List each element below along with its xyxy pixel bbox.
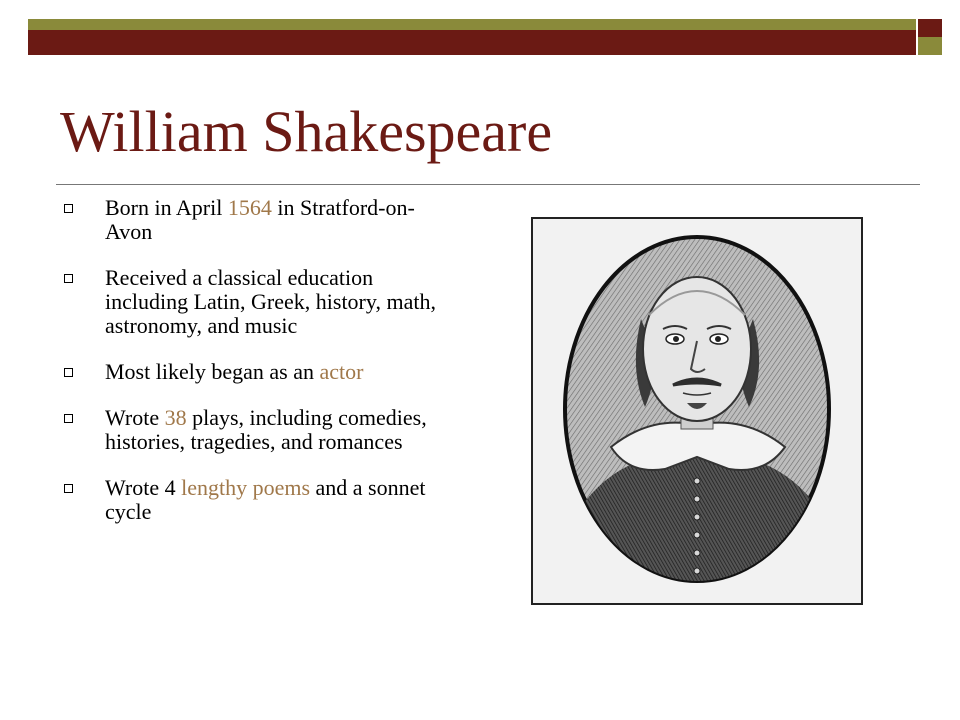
square-bullet-icon [64,274,73,283]
portrait-image [531,217,863,605]
square-bullet-icon [64,484,73,493]
bullet-text [105,195,415,244]
bullet-text [105,475,426,524]
bar-maroon-band [28,30,916,55]
bullet-text-part: Wrote [105,405,165,430]
bullet-highlight: 1564 [227,195,272,220]
bar-olive-band [28,19,916,30]
corner-squares [918,19,942,55]
corner-square-olive [918,37,942,55]
square-bullet-icon [64,414,73,423]
corner-square-maroon [918,19,942,37]
bullet-text-part: in Stratford-on-Avon [105,195,415,244]
bullet-text [105,265,436,338]
portrait-engraving-icon [533,219,861,603]
bullet-item [60,406,460,454]
title-divider [56,184,920,185]
top-decorative-bar [28,19,916,55]
bullet-text-part: Most likely began as an [105,359,320,384]
square-bullet-icon [64,204,73,213]
bullet-item [60,476,460,524]
bullet-list [60,196,460,546]
bullet-item [60,266,460,338]
bullet-text-part: Received a classical education including Latin, Greek, history, math, astronomy, and music [105,265,436,338]
slide-title: William Shakespeare [60,99,553,164]
bullet-text [105,359,363,384]
square-bullet-icon [64,368,73,377]
bullet-highlight: 38 [164,405,187,430]
bullet-item [60,360,460,384]
bullet-item [60,196,460,244]
bullet-text-part: Wrote 4 [105,475,182,500]
bullet-text-part: and a sonnet cycle [105,475,426,524]
bullet-text-part: plays, including comedies, histories, tragedies, and romances [105,405,427,454]
bullet-text-part: Born in April [105,195,228,220]
bullet-highlight: actor [319,359,364,384]
bullet-highlight: lengthy poems [181,475,311,500]
bullet-text [105,405,427,454]
